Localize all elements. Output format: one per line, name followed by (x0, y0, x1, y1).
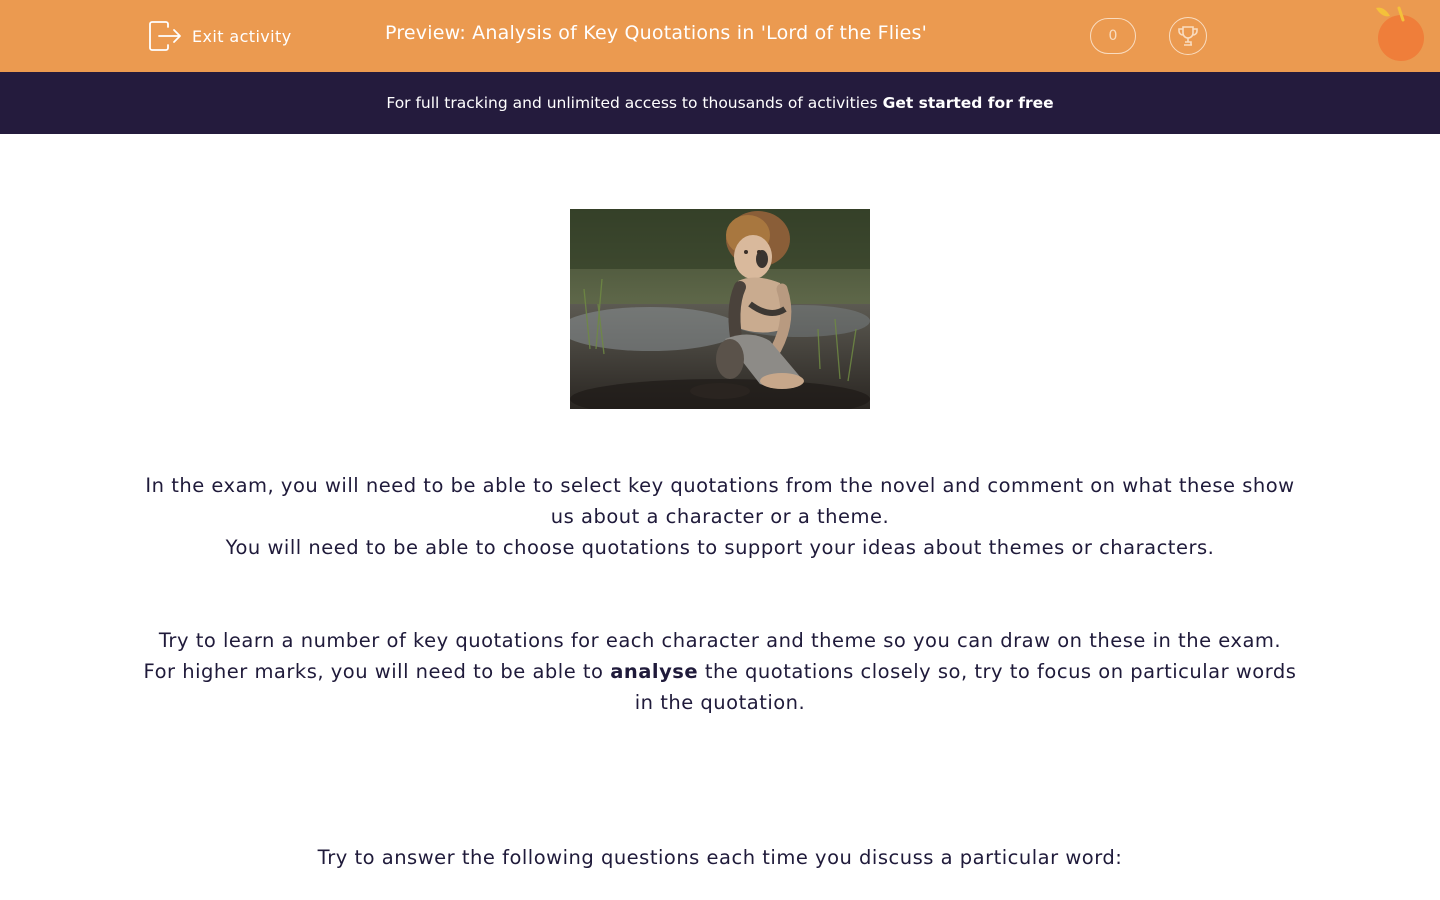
questions-intro: Try to answer the following questions each time you discuss a particular word: (317, 846, 1123, 869)
boy-in-mud-photo (570, 209, 870, 409)
analyse-emphasis: analyse (610, 660, 699, 683)
advice-line-2 (140, 656, 1300, 718)
page-title: Preview: Analysis of Key Quotations in 'Lord of the Flies' (385, 22, 928, 44)
intro-line-1: In the exam, you will need to be able to select key quotations from the novel and comment on what these show us about a character or a theme. (145, 474, 1295, 528)
exit-activity-label: Exit activity (192, 26, 292, 46)
upgrade-banner (0, 72, 1440, 134)
get-started-link[interactable]: Get started for free (882, 94, 1054, 112)
banner-text: For full tracking and unlimited access to thousands of activities (386, 94, 878, 112)
exit-activity-button[interactable] (148, 20, 292, 52)
advice-pre: For higher marks, you will need to be able to (143, 660, 604, 683)
trophy-button[interactable] (1169, 17, 1207, 55)
exit-icon (148, 21, 182, 51)
orange-logo-icon (1372, 4, 1430, 62)
advice-line-1: Try to learn a number of key quotations for each character and theme so you can draw on these in the exam. (158, 629, 1282, 652)
top-bar (0, 0, 1440, 72)
advice-post: the quotations closely so, try to focus on particular words in the quotation. (634, 660, 1297, 714)
intro-line-2: You will need to be able to choose quotations to support your ideas about themes or characters. (225, 536, 1215, 559)
trophy-icon (1176, 24, 1200, 48)
advice-paragraph (140, 625, 1300, 718)
intro-paragraph (140, 470, 1300, 563)
score-counter: 0 (1090, 18, 1136, 54)
